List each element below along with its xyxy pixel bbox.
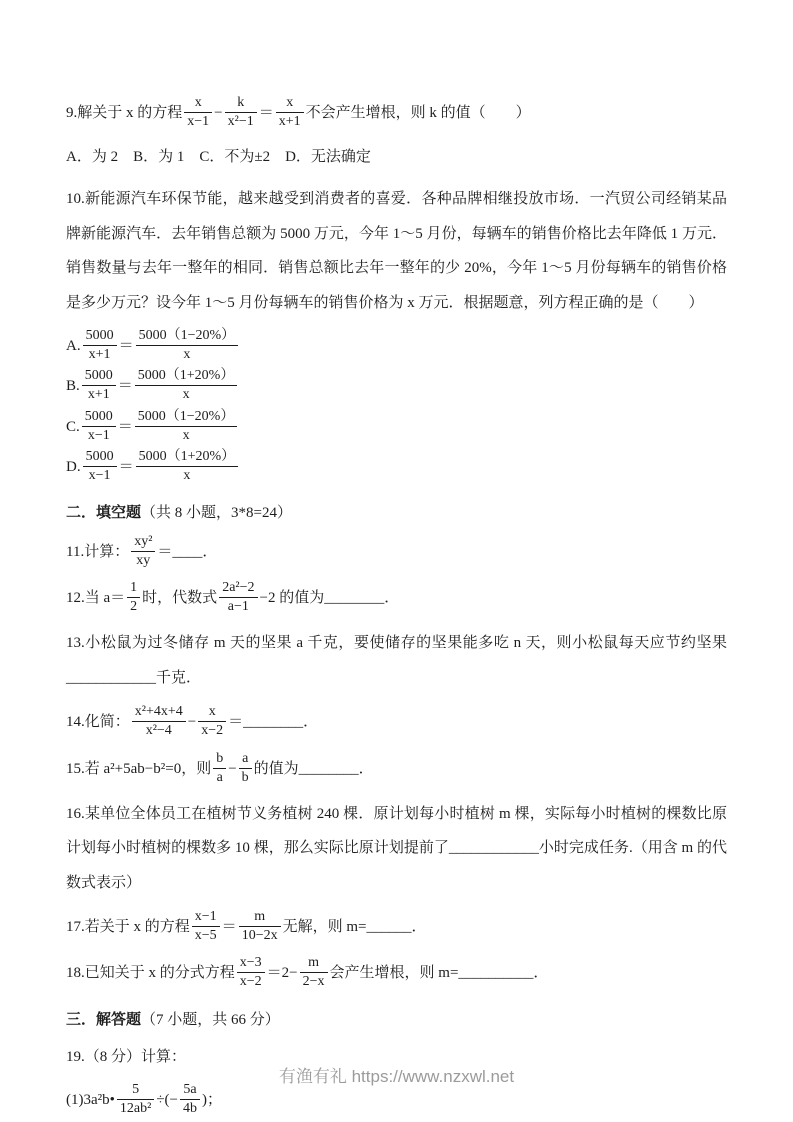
fraction-denominator: 2 <box>130 599 138 615</box>
fraction <box>83 449 117 484</box>
fraction-numerator: m <box>239 909 281 927</box>
text-run: ＝ <box>221 919 237 936</box>
fraction-numerator: 5000 <box>83 328 117 346</box>
fraction-denominator: x <box>183 467 191 483</box>
fraction-numerator: 5000（1+20%） <box>135 368 238 386</box>
text-run: − <box>228 760 237 777</box>
text-run: 10.新能源汽车环保节能，越来越受到消费者的喜爱．各种品牌相继投放市场．一汽贸公司经销某品牌新能源汽车．去年销售总额为 5000 万元，今年 1～5 月份，每辆车的销售价格比去年降低 1 万元．销售数量与去年一整年的相同．销售总额比去年一整年的少 20%，今年 1～5 月份每辆车的销售价格是多少万元？设今年 1～5 月份每辆车的销售价格为 x 万元．根据题意，列方程正确的是（ ） <box>66 191 727 311</box>
text-run: 时，代数式 <box>142 590 218 607</box>
text-run: D. <box>66 458 81 475</box>
fraction-numerator: 5000（1−20%） <box>135 409 238 427</box>
page-footer: 有渔有礼 https://www.nzxwl.net <box>278 1067 515 1086</box>
fraction <box>192 909 220 944</box>
fraction-denominator: 12ab² <box>119 1100 152 1116</box>
fraction-denominator: x²−4 <box>145 723 172 739</box>
fraction <box>83 328 117 363</box>
question-10-option-c <box>66 409 727 446</box>
text-run: ＝ <box>258 105 274 122</box>
section-2-header <box>66 501 727 525</box>
text-run: 17.若关于 x 的方程 <box>66 919 190 936</box>
text-run: ＝ <box>117 378 133 395</box>
fraction-numerator: 5a <box>180 1082 200 1100</box>
text-run: C. <box>66 418 80 435</box>
fraction <box>213 751 226 786</box>
text-run: )； <box>202 1091 223 1108</box>
text-run: 11.计算： <box>66 543 130 560</box>
text-run: ＝ <box>118 458 134 475</box>
question-12 <box>66 580 727 617</box>
fraction-denominator: x <box>182 387 190 403</box>
fraction-numerator: x−3 <box>237 955 265 973</box>
text-run: − <box>214 105 223 122</box>
fraction <box>82 409 116 444</box>
fraction <box>127 580 140 615</box>
question-10 <box>66 182 727 320</box>
fraction-denominator: x <box>183 347 191 363</box>
text-run: (1)3a²b• <box>66 1091 115 1108</box>
fraction <box>136 328 239 363</box>
fraction-numerator: x <box>198 704 226 722</box>
fraction <box>136 449 239 484</box>
bold-text-run: 二．填空题 <box>66 504 142 521</box>
fraction-numerator: 5000 <box>82 409 116 427</box>
question-11 <box>66 534 727 571</box>
fraction <box>239 909 281 944</box>
question-13 <box>66 626 727 695</box>
text-run: −2 的值为________． <box>259 590 400 607</box>
fraction <box>131 534 155 569</box>
text-run: 14.化简： <box>66 714 130 731</box>
fraction-numerator: x²+4x+4 <box>132 704 186 722</box>
fraction <box>219 580 257 615</box>
fraction <box>300 955 328 990</box>
text-run: 无解，则 m=______． <box>282 919 427 936</box>
fraction-denominator: x−1 <box>87 427 110 443</box>
text-run: ＝ <box>118 338 134 355</box>
bold-text-run: 三．解答题 <box>66 1011 142 1028</box>
fraction-denominator: x−5 <box>194 928 217 944</box>
fraction-denominator: x <box>182 427 190 443</box>
question-17 <box>66 909 727 946</box>
text-run: 18.已知关于 x 的分式方程 <box>66 965 235 982</box>
fraction <box>82 368 116 403</box>
fraction-numerator: 2a²−2 <box>219 580 257 598</box>
fraction-numerator: x <box>276 95 304 113</box>
fraction-numerator: x−1 <box>192 909 220 927</box>
fraction <box>135 409 238 444</box>
fraction <box>225 95 257 130</box>
text-run: ＝____． <box>157 543 218 560</box>
question-19-part1 <box>66 1082 727 1119</box>
fraction-numerator: m <box>300 955 328 973</box>
fraction <box>135 368 238 403</box>
fraction-denominator: a−1 <box>227 599 249 615</box>
fraction-numerator: 5000（1+20%） <box>136 449 239 467</box>
text-run: 12.当 a＝ <box>66 590 126 607</box>
fraction-numerator: 5000（1−20%） <box>136 328 239 346</box>
fraction-denominator: xy <box>136 553 151 569</box>
question-9 <box>66 95 727 132</box>
question-10-option-b <box>66 368 727 405</box>
question-15 <box>66 751 727 788</box>
text-run: A．为 2 B．为 1 C．不为±2 D．无法确定 <box>66 149 371 166</box>
text-run: 15.若 a²+5ab−b²=0，则 <box>66 760 212 777</box>
fraction-denominator: 2−x <box>302 974 325 990</box>
fraction <box>239 751 252 786</box>
fraction-denominator: x−1 <box>88 467 111 483</box>
fraction <box>198 704 226 739</box>
fraction-denominator: x+1 <box>88 347 111 363</box>
fraction-denominator: x−2 <box>239 974 262 990</box>
text-run: 13.小松鼠为过冬储存 m 天的坚果 a 千克，要使储存的坚果能多吃 n 天，则小松鼠每天应节约坚果____________千克． <box>66 635 727 686</box>
text-run: ＝2− <box>266 965 298 982</box>
question-10-option-d <box>66 449 727 486</box>
text-run: ＝ <box>117 418 133 435</box>
fraction-denominator: b <box>241 769 249 785</box>
fraction-numerator: 5 <box>117 1082 154 1100</box>
fraction-denominator: 10−2x <box>241 928 278 944</box>
fraction-denominator: x−2 <box>201 723 224 739</box>
text-run: − <box>187 714 197 731</box>
fraction-denominator: x+1 <box>278 114 301 130</box>
fraction <box>237 955 265 990</box>
question-14 <box>66 704 727 741</box>
fraction-denominator: x+1 <box>87 387 110 403</box>
fraction-denominator: x²−1 <box>227 114 254 130</box>
question-18 <box>66 955 727 992</box>
fraction-numerator: k <box>225 95 257 113</box>
fraction <box>184 95 212 130</box>
text-run: 会产生增根，则 m=__________． <box>329 965 549 982</box>
text-run: （共 8 小题，3*8=24） <box>141 504 292 521</box>
text-run: 不会产生增根，则 k 的值（ ） <box>305 105 531 122</box>
text-run: 19.（8 分）计算： <box>66 1048 187 1065</box>
fraction-numerator: 5000 <box>83 449 117 467</box>
question-10-option-a <box>66 328 727 365</box>
text-run: （7 小题，共 66 分） <box>141 1011 280 1028</box>
text-run: 16.某单位全体员工在植树节义务植树 240 棵．原计划每小时植树 m 棵，实际每小时植树的棵数比原计划每小时植树的棵数多 10 棵，那么实际比原计划提前了____________小时完成任务.（用含 m 的代数式表示） <box>66 805 727 891</box>
fraction-numerator: a <box>239 751 252 769</box>
text-run: ÷(− <box>156 1091 179 1108</box>
question-9-options <box>66 145 727 169</box>
fraction <box>132 704 186 739</box>
section-3-header <box>66 1008 727 1032</box>
text-run: ＝________． <box>228 714 319 731</box>
fraction-denominator: x−1 <box>187 114 210 130</box>
fraction-denominator: a <box>216 769 223 785</box>
fraction-numerator: xy² <box>131 534 155 552</box>
fraction <box>276 95 304 130</box>
fraction-numerator: 5000 <box>82 368 116 386</box>
fraction-numerator: 1 <box>127 580 140 598</box>
fraction-numerator: x <box>184 95 212 113</box>
fraction-denominator: 4b <box>183 1100 198 1116</box>
text-run: B. <box>66 378 80 395</box>
question-16 <box>66 797 727 901</box>
text-run: 9.解关于 x 的方程 <box>66 105 183 122</box>
text-run: 的值为________． <box>253 760 374 777</box>
text-run: A. <box>66 338 81 355</box>
fraction-numerator: b <box>213 751 226 769</box>
